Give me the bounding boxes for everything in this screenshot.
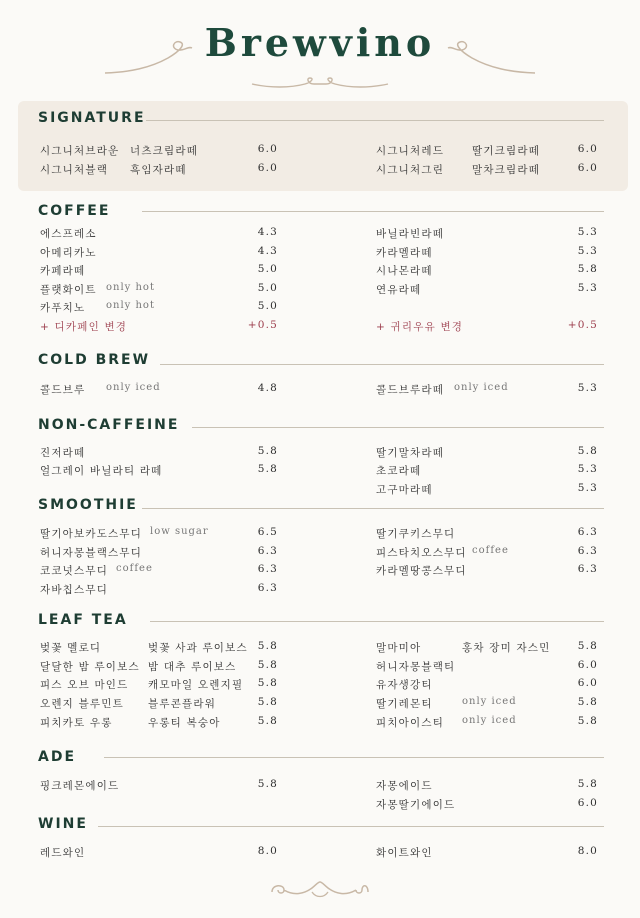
section-title-coffee: COFFEE <box>38 203 111 219</box>
divider <box>192 427 604 428</box>
divider <box>98 826 604 827</box>
divider <box>160 364 604 365</box>
divider <box>142 211 604 212</box>
right-swirl-icon <box>430 38 540 78</box>
section-title-smoothie: SMOOTHIE <box>38 497 138 513</box>
divider <box>104 757 604 758</box>
section-title-wine: WINE <box>38 816 88 832</box>
divider <box>142 508 604 509</box>
left-swirl-icon <box>100 38 210 78</box>
divider <box>150 621 604 622</box>
section-title-signature: SIGNATURE <box>38 110 146 126</box>
divider <box>146 120 604 121</box>
section-title-leaftea: LEAF TEA <box>38 612 128 628</box>
center-flourish-icon <box>250 74 390 94</box>
section-title-noncaffeine: NON-CAFFEINE <box>38 417 180 433</box>
page-title: Brewvino <box>204 20 436 65</box>
section-title-coldbrew: COLD BREW <box>38 352 151 368</box>
bottom-flourish-icon <box>268 876 372 902</box>
section-title-ade: ADE <box>38 749 77 765</box>
